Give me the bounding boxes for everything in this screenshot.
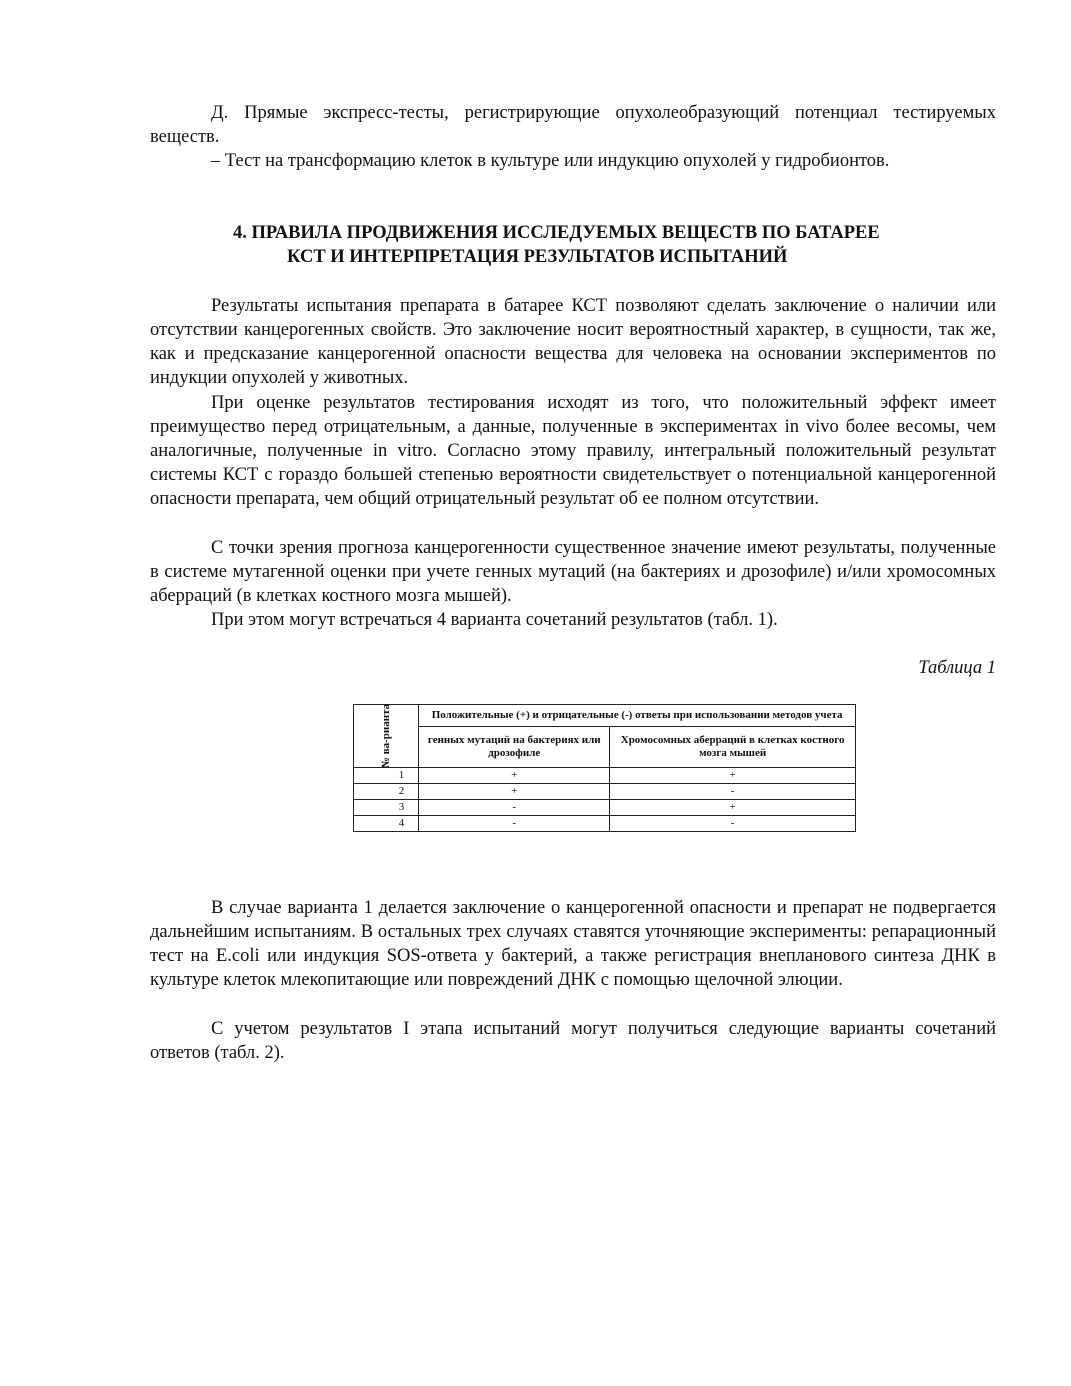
variant-number-header: № ва-рианта: [354, 705, 419, 768]
gene-mutation-result: -: [419, 816, 610, 832]
chromosome-aberrations-header: Хромосомных аберраций в клетках костного мозга мышей: [610, 726, 856, 768]
aberration-result: +: [610, 800, 856, 816]
after-table-paragraph-1: В случае варианта 1 делается заключение о канцерогенной опасности и препарат не подвергается дальнейшим испытаниям. В остальных трех случаях ставятся уточняющие эксперименты: репарационный тест на E.coli или индукция SOS-ответа у бактерий, а также регистрация внепланового синтеза ДНК в культуре клеток млекопитающие или повреждений ДНК с помощью щелочной элюции.: [150, 898, 996, 990]
section-heading: [150, 221, 996, 269]
section-heading-line-2: КСТ И ИНТЕРПРЕТАЦИЯ РЕЗУЛЬТАТОВ ИСПЫТАНИЙ: [287, 247, 788, 267]
gene-mutation-result: +: [419, 768, 610, 784]
body-paragraph-4: При этом могут встречаться 4 варианта сочетаний результатов (табл. 1).: [211, 610, 778, 630]
gene-mutations-header: генных мутаций на бактериях или дрозофиле: [419, 726, 610, 768]
intro-paragraph-transform-test: – Тест на трансформацию клеток в культуре или индукцию опухолей у гидробионтов.: [211, 151, 890, 171]
gene-mutation-result: -: [419, 800, 610, 816]
variant-number: 4: [354, 816, 419, 832]
results-table: [353, 704, 856, 832]
body-paragraph-1: Результаты испытания препарата в батарее КСТ позволяют сделать заключение о наличии или отсутствии канцерогенных свойств. Это заключение носит вероятностный характер, в сущности, так же, как и предсказание канцерогенной опасности вещества для человека на основании экспериментов по индукции опухолей у животных.: [150, 296, 996, 388]
group-header: Положительные (+) и отрицательные (-) ответы при использовании методов учета: [419, 705, 856, 727]
variant-number: 3: [354, 800, 419, 816]
section-heading-line-1: 4. ПРАВИЛА ПРОДВИЖЕНИЯ ИССЛЕДУЕМЫХ ВЕЩЕСТВ ПО БАТАРЕЕ: [233, 223, 880, 243]
intro-paragraph-d: Д. Прямые экспресс-тесты, регистрирующие опухолеобразующий потенциал тестируемых веществ.: [150, 103, 996, 147]
after-table-paragraph-2: С учетом результатов I этапа испытаний могут получиться следующие варианты сочетаний ответов (табл. 2).: [150, 1019, 996, 1063]
body-paragraph-2: При оценке результатов тестирования исходят из того, что положительный эффект имеет преимущество перед отрицательным, а данные, полученные в экспериментах in vivo более весомы, чем аналогичные, полученные in vitro. Согласно этому правилу, интегральный положительный результат системы КСТ с гораздо большей степенью вероятности свидетельствует о потенциальной канцерогенной опасности препарата, чем общий отрицательный результат об ее полном отсутствии.: [150, 393, 996, 509]
aberration-result: -: [610, 816, 856, 832]
gene-mutation-result: +: [419, 784, 610, 800]
table-row: [354, 816, 856, 832]
table-row: [354, 800, 856, 816]
body-paragraph-3: С точки зрения прогноза канцерогенности существенное значение имеют результаты, полученные в системе мутагенной оценки при учете генных мутаций (на бактериях и дрозофиле) и/или хромосомных аберраций (в клетках костного мозга мышей).: [150, 538, 996, 606]
table-row: [354, 784, 856, 800]
variant-number: 1: [354, 768, 419, 784]
aberration-result: +: [610, 768, 856, 784]
table-row: [354, 768, 856, 784]
variant-number: 2: [354, 784, 419, 800]
aberration-result: -: [610, 784, 856, 800]
table-caption: Таблица 1: [918, 658, 996, 678]
